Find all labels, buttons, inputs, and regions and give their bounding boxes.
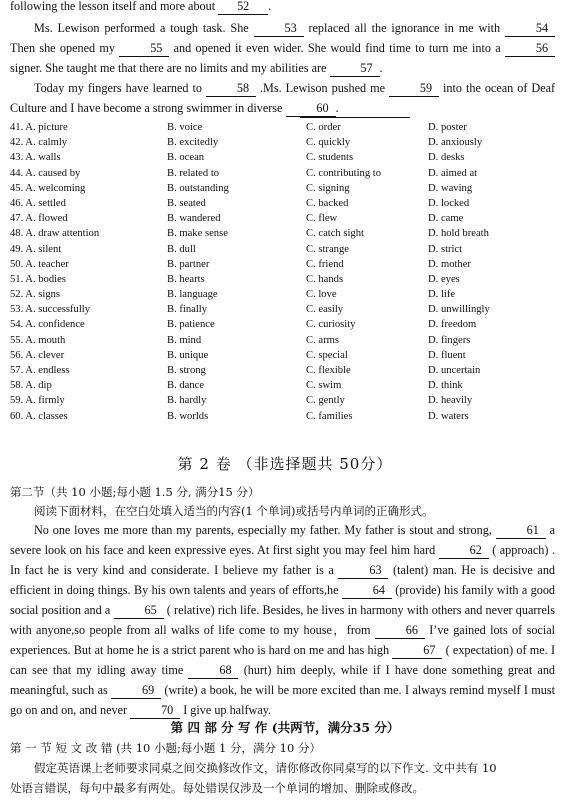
option-c: C. curiosity xyxy=(306,319,356,331)
option-a: 60. A. classes xyxy=(10,410,68,422)
option-b: B. hearts xyxy=(167,273,205,285)
blank-60: 60 xyxy=(286,101,336,117)
option-a: 43. A. walls xyxy=(10,152,61,164)
option-row xyxy=(10,120,560,135)
blank-53: 53 xyxy=(254,21,304,37)
option-b: B. partner xyxy=(167,258,210,270)
option-b: B. strong xyxy=(167,365,206,376)
option-d: D. waving xyxy=(428,182,473,194)
option-c: C. flexible xyxy=(306,365,351,376)
blank-56: 56 xyxy=(505,41,555,57)
option-d: D. locked xyxy=(428,197,470,209)
passage-text: I’ve gained lots of social experiences. But at home he is a strict parent who is hard on me and has high xyxy=(10,623,556,657)
blank-58: 58 xyxy=(206,81,256,97)
option-b: B. patience xyxy=(167,319,215,331)
option-c: C. quickly xyxy=(306,137,351,149)
option-b: B. wandered xyxy=(167,213,221,225)
passage-paragraph-2: Today my fingers have learned to 58 .Ms. Lewison pushed me 59 into the ocean of Deaf Culture and I have become a strong swimmer in diverse 60 . xyxy=(10,81,556,115)
option-c: C. backed xyxy=(306,197,349,209)
passage-text: signer. She taught me that there are no limits and my abilities are xyxy=(10,61,327,75)
passage-text: replaced all the ignorance in me with xyxy=(308,21,501,35)
option-d: D. poster xyxy=(428,122,467,133)
option-row xyxy=(10,378,560,393)
blank-52: 52 xyxy=(218,0,268,15)
passage-text: following the lesson itself and more about xyxy=(10,0,216,13)
passage-text: ( approach) . In fact he is very kind and considerate. I believe my father is a xyxy=(10,543,556,577)
option-a: 49. A. silent xyxy=(10,243,62,255)
passage-text: (hurt) him deeply, while if I have done something great and meaningful, such as xyxy=(10,663,556,697)
option-c: C. signing xyxy=(306,182,350,194)
option-row xyxy=(10,181,560,196)
option-b: B. excitedly xyxy=(167,137,219,149)
option-row xyxy=(10,333,560,348)
option-a: 55. A. mouth xyxy=(10,334,66,346)
blank-69: 69 xyxy=(111,683,161,699)
passage-text: No one loves me more than my parents, especially my father. My father is stout and strong, xyxy=(34,523,492,537)
option-c: C. catch sight xyxy=(306,228,364,240)
option-c: C. love xyxy=(306,289,337,301)
passage-text: a severe look on his face and keen expressive eyes. At first sight you may feel him hard xyxy=(10,523,556,557)
section2-heading: 第二节（共 10 小题;每小题 1.5 分, 满分15 分） xyxy=(10,485,260,499)
option-d: D. think xyxy=(428,380,463,392)
option-row xyxy=(10,257,560,272)
option-row xyxy=(10,135,560,150)
option-a: 44. A. caused by xyxy=(10,167,81,179)
passage-text: I give up halfway. xyxy=(183,703,272,717)
passage-text: Today my fingers have learned to xyxy=(34,81,202,95)
option-c: C. arms xyxy=(306,334,339,346)
option-a: 56. A. clever xyxy=(10,349,65,361)
option-a: 47. A. flowed xyxy=(10,213,68,225)
option-c: C. flew xyxy=(306,213,338,225)
passage-text: into the ocean of Deaf Culture and I have become a strong swimmer in diverse xyxy=(10,81,556,115)
part4-instruction-line2: 处语言错误，每句中最多有两处。每处错误仅涉及一个单词的增加、删除或修改。 xyxy=(10,781,424,795)
passage-text: (talent) man. He is decisive and efficient in doing things. By his own talents and years of efforts,he xyxy=(10,563,556,597)
option-d: D. heavily xyxy=(428,395,473,407)
option-b: B. language xyxy=(167,289,218,301)
options-table xyxy=(10,120,560,424)
part4-section1-heading: 第 一 节 短 文 改 错 (共 10 小题;每小题 1 分，满分 10 分） xyxy=(10,741,321,755)
blank-57: 57 xyxy=(330,61,380,77)
option-row xyxy=(10,211,560,226)
option-row xyxy=(10,272,560,287)
option-b: B. outstanding xyxy=(167,182,229,194)
option-c: C. families xyxy=(306,410,353,422)
option-row xyxy=(10,393,560,408)
blank-54: 54 xyxy=(505,21,555,37)
option-a: 48. A. draw attention xyxy=(10,228,100,240)
section2-instruction: 阅读下面材料，在空白处填入适当的内容(1 个单词)或括号内单词的正确形式。 xyxy=(34,504,434,518)
option-row xyxy=(10,363,560,378)
option-b: B. make sense xyxy=(167,228,228,240)
option-b: B. dull xyxy=(167,243,196,255)
option-a: 41. A. picture xyxy=(10,122,68,133)
option-row xyxy=(10,242,560,257)
blank-67: 67 xyxy=(392,643,442,659)
option-d: D. life xyxy=(428,289,456,301)
option-a: 50. A. teacher xyxy=(10,258,69,270)
option-d: D. came xyxy=(428,213,464,225)
divider xyxy=(300,117,410,118)
option-d: D. aimed at xyxy=(428,167,478,179)
option-c: C. strange xyxy=(306,243,349,255)
option-c: C. gently xyxy=(306,395,345,407)
option-b: B. voice xyxy=(167,122,203,133)
passage-text: ( relative) rich life. Besides, he lives in harmony with others and never quarrels with anyone,so people from all walks of life come to my house，from xyxy=(10,603,556,637)
option-c: C. students xyxy=(306,152,354,164)
option-d: D. anxiously xyxy=(428,137,483,149)
option-a: 54. A. confidence xyxy=(10,319,85,331)
passage-paragraph-1: Ms. Lewison performed a tough task. She 53 replaced all the ignorance in me with 54 Then she opened my 55 and opened it even wider. She would find time to turn me into a 56 signer. She taught me that there are no limits and my abilities are 57 . xyxy=(10,18,555,78)
blank-64: 64 xyxy=(342,583,392,599)
option-d: D. fluent xyxy=(428,349,466,361)
option-c: C. special xyxy=(306,349,348,361)
blank-62: 62 xyxy=(439,543,489,559)
option-a: 46. A. settled xyxy=(10,197,66,209)
option-a: 52. A. signs xyxy=(10,289,61,301)
option-a: 45. A. welcoming xyxy=(10,182,86,194)
option-c: C. friend xyxy=(306,258,344,270)
option-row xyxy=(10,166,560,181)
passage-text: (write) a book, he will be more excited than me. I always remind myself I must go on and on, and never xyxy=(10,683,555,717)
option-row xyxy=(10,409,560,424)
part2-title: 第 2 卷 （非选择题共 50分） xyxy=(177,455,393,473)
option-d: D. unwillingly xyxy=(428,304,490,316)
option-b: B. hardly xyxy=(167,395,207,407)
option-b: B. mind xyxy=(167,334,202,346)
part4-title: 第 四 部 分 写 作 (共两节，满分35 分） xyxy=(170,720,400,735)
option-d: D. hold breath xyxy=(428,228,489,240)
option-b: B. related to xyxy=(167,167,220,179)
option-a: 42. A. calmly xyxy=(10,137,68,149)
option-row xyxy=(10,150,560,165)
option-b: B. ocean xyxy=(167,152,205,164)
passage-text: (provide) his family with a good social position and a xyxy=(10,583,556,617)
option-row xyxy=(10,287,560,302)
passage-line-top: following the lesson itself and more about 52 . xyxy=(10,0,272,13)
blank-63: 63 xyxy=(338,563,388,579)
option-c: C. hands xyxy=(306,273,344,285)
option-d: D. desks xyxy=(428,152,465,164)
option-c: C. order xyxy=(306,122,341,133)
passage-text: .Ms. Lewison pushed me xyxy=(259,81,386,95)
option-row xyxy=(10,302,560,317)
blank-66: 66 xyxy=(375,623,425,639)
option-d: D. mother xyxy=(428,258,471,270)
option-a: 51. A. bodies xyxy=(10,273,66,285)
blank-70: 70 xyxy=(130,703,180,719)
blank-61: 61 xyxy=(496,523,546,539)
option-c: C. easily xyxy=(306,304,344,316)
grammar-passage xyxy=(10,520,555,720)
blank-55: 55 xyxy=(119,41,169,57)
option-d: D. eyes xyxy=(428,273,460,285)
part4-instruction-line1: 假定英语课上老师要求同桌之间交换修改作文，请你修改你同桌写的以下作文. 文中共有 10 xyxy=(34,761,497,775)
passage-text: Then she opened my xyxy=(10,41,115,55)
blank-59: 59 xyxy=(389,81,439,97)
passage-text: ( expectation) of me. I can see that my idling away time xyxy=(10,643,556,677)
option-a: 53. A. successfully xyxy=(10,304,91,316)
option-d: D. waters xyxy=(428,410,469,422)
passage-text: Ms. Lewison performed a tough task. She xyxy=(34,21,249,35)
option-row xyxy=(10,226,560,241)
option-b: B. seated xyxy=(167,197,206,209)
option-d: D. uncertain xyxy=(428,365,481,376)
option-d: D. freedom xyxy=(428,319,477,331)
option-c: C. swim xyxy=(306,380,342,392)
option-a: 59. A. firmly xyxy=(10,395,65,407)
option-b: B. unique xyxy=(167,349,209,361)
option-b: B. worlds xyxy=(167,410,209,422)
option-row xyxy=(10,196,560,211)
option-a: 57. A. endless xyxy=(10,365,70,376)
blank-65: 65 xyxy=(114,603,164,619)
option-row xyxy=(10,317,560,332)
option-b: B. finally xyxy=(167,304,208,316)
blank-68: 68 xyxy=(188,663,238,679)
option-a: 58. A. dip xyxy=(10,380,52,392)
option-b: B. dance xyxy=(167,380,205,392)
option-c: C. contributing to xyxy=(306,167,382,179)
option-d: D. strict xyxy=(428,243,463,255)
option-d: D. fingers xyxy=(428,334,471,346)
passage-text: and opened it even wider. She would find time to turn me into a xyxy=(173,41,501,55)
option-row xyxy=(10,348,560,363)
